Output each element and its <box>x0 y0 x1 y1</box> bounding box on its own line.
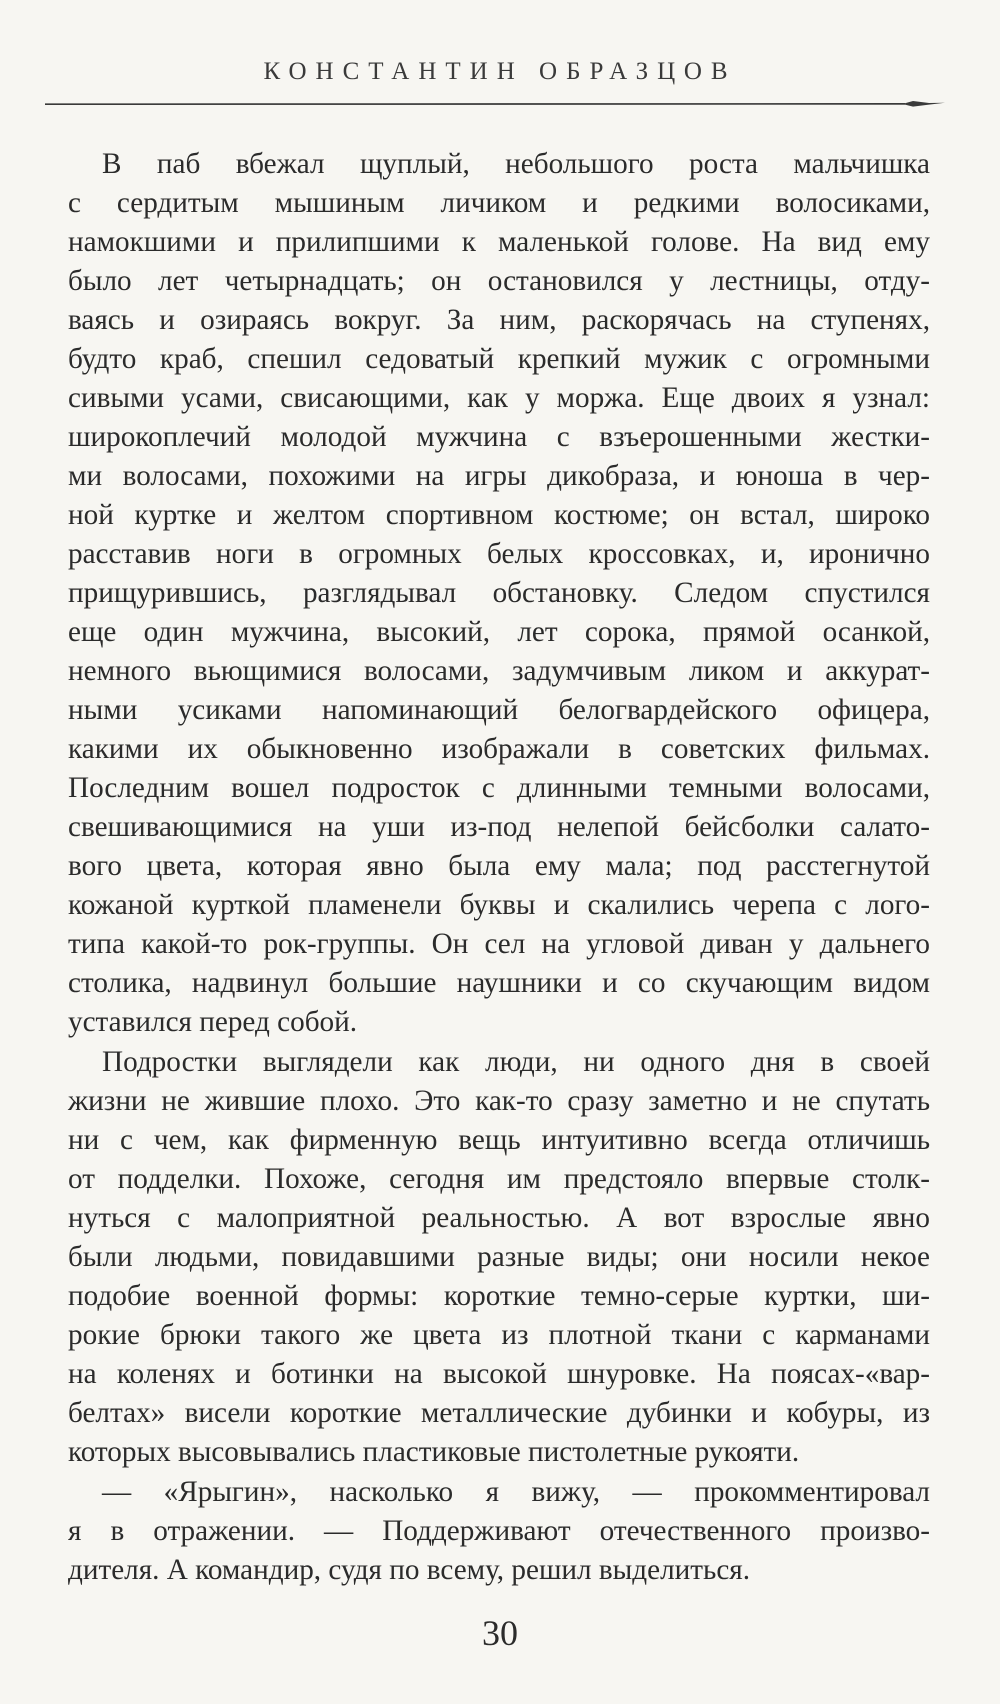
text-line: белтах» висели короткие металлические дубинки и кобуры, из <box>68 1397 930 1429</box>
running-header: КОНСТАНТИН ОБРАЗЦОВ <box>263 58 737 85</box>
text-line: подобие военной формы: короткие темно-серые куртки, ши- <box>68 1280 930 1312</box>
text-line: ни с чем, как фирменную вещь интуитивно всегда отличишь <box>68 1124 930 1156</box>
text-line: столика, надвинул большие наушники и со скучающим видом <box>68 967 930 999</box>
text-line: типа какой-то рок-группы. Он сел на угловой диван у дальнего <box>68 928 930 960</box>
paragraph <box>68 145 930 1042</box>
header-rule <box>45 98 945 110</box>
body-text <box>68 145 930 1590</box>
text-line: кожаной курткой пламенели буквы и скалились черепа с лого- <box>68 889 930 921</box>
text-line: я в отражении. — Поддерживают отечественного произво- <box>68 1515 930 1547</box>
text-line: уставился перед собой. <box>68 1006 358 1038</box>
text-line: — «Ярыгин», насколько я вижу, — прокомментировал <box>102 1476 930 1508</box>
text-line: нуться с малоприятной реальностью. А вот взрослые явно <box>68 1202 930 1234</box>
text-line: широкоплечий молодой мужчина с взъерошенными жестки- <box>68 421 930 453</box>
text-line: от подделки. Похоже, сегодня им предстояло впервые столк- <box>68 1163 930 1195</box>
text-line: вого цвета, которая явно была ему мала; под расстегнутой <box>68 850 930 882</box>
text-line: В паб вбежал щуплый, небольшого роста мальчишка <box>102 148 930 180</box>
text-line: ными усиками напоминающий белогвардейского офицера, <box>68 694 930 726</box>
text-line: свешивающимися на уши из-под нелепой бейсболки салато- <box>68 811 930 843</box>
text-line: еще один мужчина, высокий, лет сорока, прямой осанкой, <box>68 616 930 648</box>
text-line: расставив ноги в огромных белых кроссовках, и, иронично <box>68 538 930 570</box>
text-line: прищурившись, разглядывал обстановку. Следом спустился <box>68 577 930 609</box>
text-line: на коленях и ботинки на высокой шнуровке. На поясах-«вар- <box>68 1358 930 1390</box>
text-line: было лет четырнадцать; он остановился у лестницы, отду- <box>68 265 930 297</box>
text-line: были людьми, повидавшими разные виды; они носили некое <box>68 1241 930 1273</box>
paragraph <box>68 1473 930 1590</box>
text-line: сивыми усами, свисающими, как у моржа. Еще двоих я узнал: <box>68 382 930 414</box>
page-number: 30 <box>482 1613 518 1653</box>
text-line: ваясь и озираясь вокруг. За ним, раскорячась на ступенях, <box>68 304 930 336</box>
text-line: с сердитым мышиным личиком и редкими волосиками, <box>68 187 930 219</box>
text-line: Последним вошел подросток с длинными темными волосами, <box>68 772 930 804</box>
text-line: рокие брюки такого же цвета из плотной ткани с карманами <box>68 1319 930 1351</box>
text-line: будто краб, спешил седоватый крепкий мужик с огромными <box>68 343 930 375</box>
paragraph <box>68 1043 930 1472</box>
text-line: которых высовывались пластиковые пистолетные рукояти. <box>68 1436 800 1468</box>
text-line: намокшими и прилипшими к маленькой голове. На вид ему <box>68 226 930 258</box>
text-line: жизни не жившие плохо. Это как-то сразу заметно и не спутать <box>68 1085 930 1117</box>
text-line: дителя. А командир, судя по всему, решил выделиться. <box>68 1554 751 1586</box>
text-line: немного вьющимися волосами, задумчивым ликом и аккурат- <box>68 655 930 687</box>
text-line: ми волосами, похожими на игры дикобраза, и юноша в чер- <box>68 460 930 492</box>
text-line: ной куртке и желтом спортивном костюме; он встал, широко <box>68 499 930 531</box>
text-line: Подростки выглядели как люди, ни одного дня в своей <box>102 1046 930 1078</box>
text-line: какими их обыкновенно изображали в советских фильмах. <box>68 733 930 765</box>
